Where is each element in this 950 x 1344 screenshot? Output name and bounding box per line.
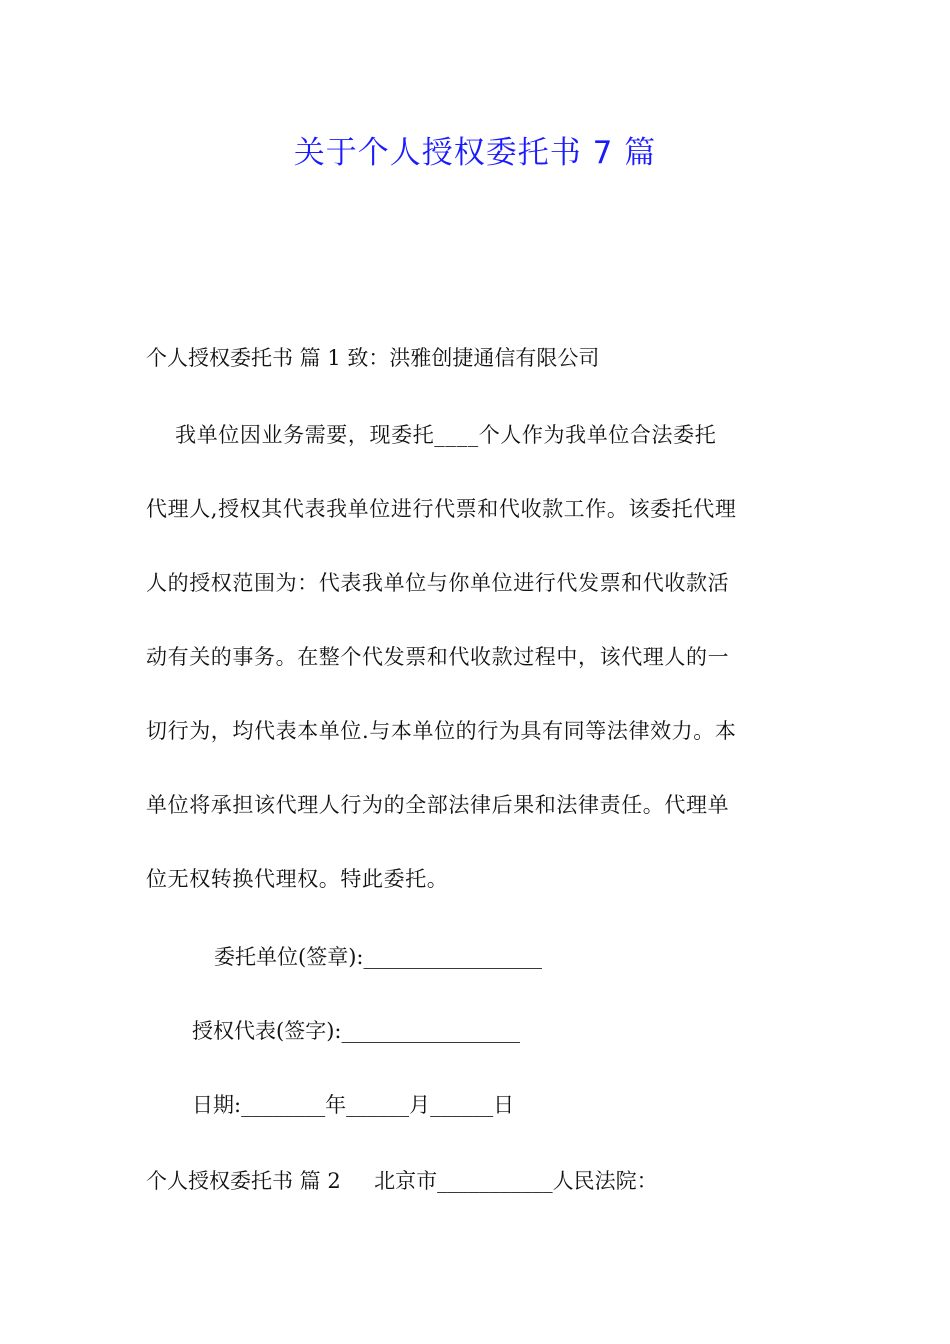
paragraph-line: 位无权转换代理权。特此委托。 — [146, 867, 449, 891]
section1-heading: 个人授权委托书 篇 1 致：洪雅创捷通信有限公司 — [146, 346, 600, 370]
paragraph-line: 人的授权范围为：代表我单位与你单位进行代发票和代收款活 — [146, 571, 730, 595]
paragraph-line: 我单位因业务需要，现委托____个人作为我单位合法委托 — [146, 423, 717, 447]
section2-heading: 个人授权委托书 篇 2 北京市___________人民法院： — [146, 1169, 658, 1193]
paragraph-line: 单位将承担该代理人行为的全部法律后果和法律责任。代理单 — [146, 793, 730, 817]
paragraph-line: 动有关的事务。在整个代发票和代收款过程中，该代理人的一 — [146, 645, 730, 669]
paragraph-line: 代理人,授权其代表我单位进行代票和代收款工作。该委托代理 — [146, 497, 737, 521]
signature-unit-line: 委托单位(签章):_________________ — [214, 945, 542, 969]
paragraph-line: 切行为，均代表本单位.与本单位的行为具有同等法律效力。本 — [146, 719, 737, 743]
date-line: 日期:________年______月______日 — [192, 1093, 515, 1117]
signature-representative-line: 授权代表(签字):_________________ — [192, 1019, 520, 1043]
document-title: 关于个人授权委托书 7 篇 — [293, 135, 657, 171]
